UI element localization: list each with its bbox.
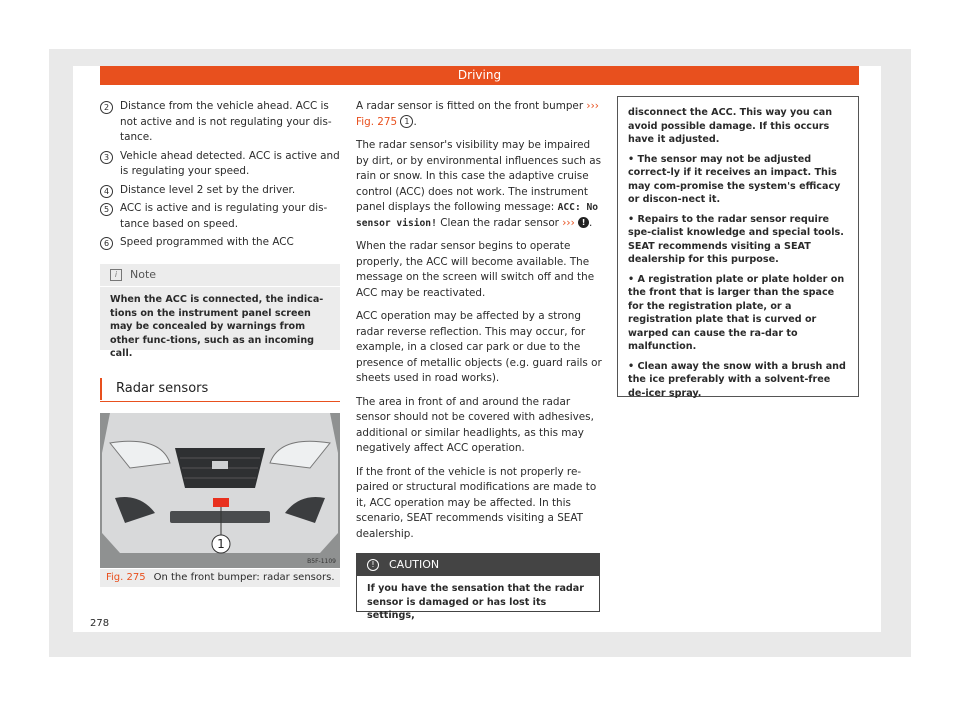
list-item	[100, 201, 340, 232]
radar-sensor-marker	[213, 498, 229, 507]
paragraph: The radar sensor's visibility may be impaired by dirt, or by environmental influences such as rain or snow. In this case the adaptive cruise control (ACC) does not work. The instrument panel displays the following message: ACC: No sensor vision! Clean the radar sensor ››› ! .	[356, 139, 601, 229]
callout-badge: 1	[400, 115, 413, 128]
page-number: 278	[90, 618, 110, 629]
info-icon: i	[110, 269, 122, 281]
paragraph: The area in front of and around the radar sensor should not be covered with adhesives, additional or similar headlights, as this may negatively affect ACC operation.	[356, 395, 594, 454]
bullet-item: • Clean away the snow with a brush and the ice preferably with a solvent-free de-icer spray.	[628, 360, 846, 399]
figure-caption-text: On the front bumper: radar sensors.	[153, 572, 335, 583]
list-item	[100, 99, 340, 146]
display-message: ACC: No sensor vision!	[356, 202, 599, 229]
number-badge: 6	[100, 237, 113, 250]
car-front-illustration	[100, 413, 340, 568]
paragraph-text: Clean the radar sensor	[440, 216, 559, 229]
figure-reference-link[interactable]: ››› Fig. 275	[356, 100, 599, 128]
note-title: Note	[130, 268, 157, 281]
bullet-text: The sensor may not be adjusted correct-ly if it receives an impact. This may com-promise the system's efficacy or discon-nect it.	[628, 153, 841, 205]
note-header	[100, 264, 340, 287]
warning-reference-link[interactable]: ›››	[562, 216, 575, 229]
caution-continuation-box	[617, 96, 859, 397]
list-item	[100, 235, 340, 251]
number-badge: 5	[100, 203, 113, 216]
list-item-text: Vehicle ahead detected. ACC is active and is regulating your speed.	[120, 149, 340, 177]
figure-callout: 1	[217, 537, 225, 551]
number-badge: 4	[100, 185, 113, 198]
bullet-text: Repairs to the radar sensor require spe-cialist knowledge and special tools. SEAT recommends visiting a SEAT dealership for this purpose.	[628, 213, 844, 265]
bullet-text: Clean away the snow with a brush and the ice preferably with a solvent-free de-icer spray.	[628, 360, 846, 399]
list-item	[100, 149, 340, 180]
note-box	[100, 264, 340, 359]
caution-intro: disconnect the ACC. This way you can avoid possible damage. If this occurs have it adjusted.	[628, 107, 833, 145]
caution-title: CAUTION	[389, 558, 440, 571]
note-text: When the ACC is connected, the indica-tions on the instrument panel screen may be concealed by warnings from other func-tions, such as an incoming call.	[110, 294, 324, 359]
number-badge: 2	[100, 101, 113, 114]
caution-text: If you have the sensation that the radar sensor is damaged or has lost its settings,	[367, 583, 584, 621]
bullet-text: A registration plate or plate holder on the front that is larger than the space for the registration plate, or a registration plate that is curved or warped can cause the ra-dar to malfunction.	[628, 273, 845, 352]
paragraph: If the front of the vehicle is not properly re-paired or structural modifications are made to it, ACC operation may be affected. In this scenario, SEAT recommends visiting a SEAT dealership.	[356, 465, 597, 540]
caution-header	[357, 554, 599, 576]
list-item-text: Distance from the vehicle ahead. ACC is not active and is not regulating your dis-tance.	[120, 100, 332, 143]
number-badge: 3	[100, 151, 113, 164]
radar-sensor-figure	[100, 413, 340, 568]
bullet-item: • A registration plate or plate holder on the front that is larger than the space for the registration plate, or a registration plate that is curved or warped can cause the ra-dar to malfunction.	[628, 273, 845, 352]
bullet-item: • The sensor may not be adjusted correct-ly if it receives an impact. This may com-promise the system's efficacy or discon-nect it.	[628, 153, 841, 205]
paragraph-text: A radar sensor is fitted on the front bumper	[356, 100, 584, 112]
figure-caption	[100, 569, 340, 587]
legend-list	[100, 99, 340, 254]
caution-box	[356, 553, 600, 621]
list-item	[100, 183, 340, 199]
section-divider	[100, 401, 340, 402]
list-item-text: ACC is active and is regulating your dis-tance based on speed.	[120, 202, 328, 230]
bullet-item: • Repairs to the radar sensor require spe-cialist knowledge and special tools. SEAT recommends visiting a SEAT dealership for this purpose.	[628, 213, 844, 265]
caution-icon: !	[367, 559, 379, 571]
paragraph: A radar sensor is fitted on the front bumper ››› Fig. 275 1 .	[356, 100, 599, 128]
list-item-text: Speed programmed with the ACC	[120, 236, 294, 248]
chapter-header: Driving	[100, 66, 859, 85]
warning-icon: !	[578, 217, 589, 228]
paragraph-text: The radar sensor's visibility may be impaired by dirt, or by environmental influences such as rain or snow. In this case the adaptive cruise control (ACC) does not work. The instrument panel displays the following message:	[356, 139, 601, 213]
paragraph: When the radar sensor begins to operate properly, the ACC will become available. The message on the screen will switch off and the ACC may be reactivated.	[356, 240, 595, 299]
section-title: Radar sensors	[100, 378, 340, 400]
list-item-text: Distance level 2 set by the driver.	[120, 183, 296, 196]
figure-code: B5F-1109	[307, 558, 336, 565]
paragraph: ACC operation may be affected by a strong radar reverse reflection. This may occur, for example, in a closed car park or due to the presence of metallic objects (e.g. guard rails or sheets used in road works).	[356, 310, 602, 384]
figure-label: Fig. 275	[106, 572, 146, 583]
middle-column	[356, 99, 602, 550]
